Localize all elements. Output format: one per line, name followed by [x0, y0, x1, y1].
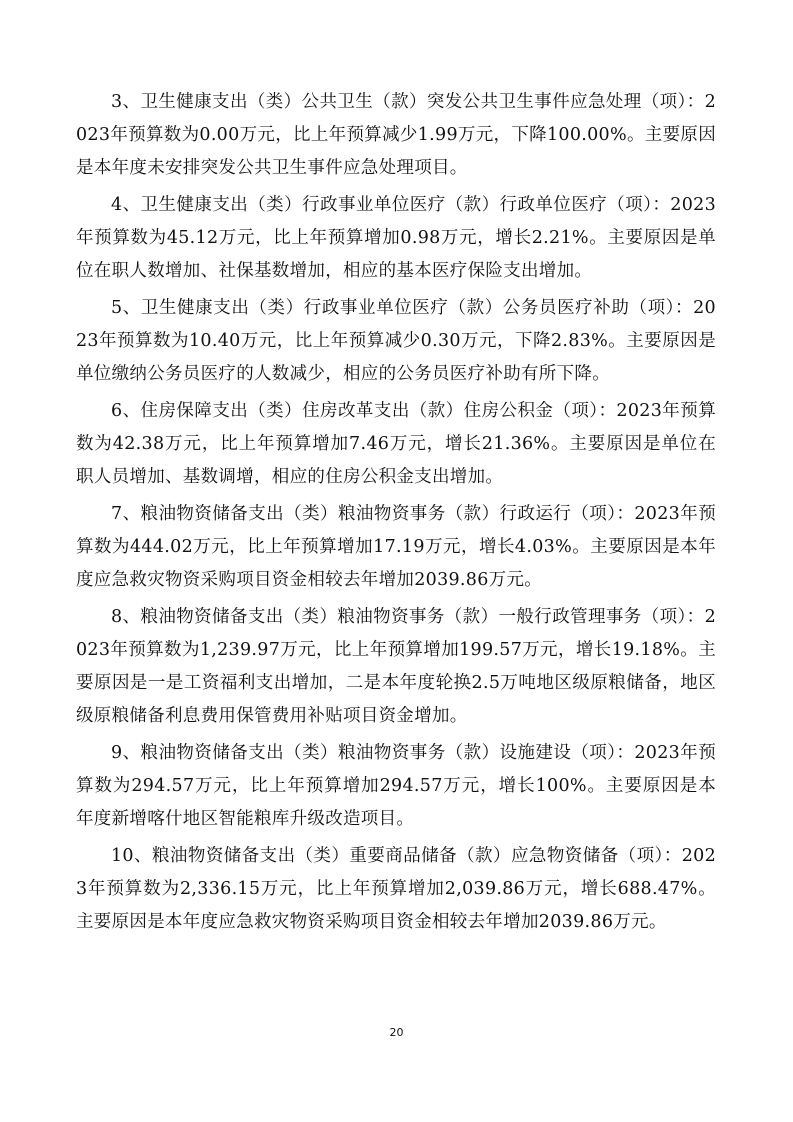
- paragraph-item-5: 5、卫生健康支出（类）行政事业单位医疗（款）公务员医疗补助（项）：2023年预算数为10.40万元，比上年预算减少0.30万元，下降2.83%。主要原因是单位缴纳公务员医疗的人数减少，相应的公务员医疗补助有所下降。: [76, 298, 716, 384]
- paragraph-item-3: 3、卫生健康支出（类）公共卫生（款）突发公共卫生事件应急处理（项）：2023年预算数为0.00万元，比上年预算减少1.99万元，下降100.00%。主要原因是本年度未安排突发公共卫生事件应急处理项目。: [76, 92, 716, 178]
- paragraph-item-6: 6、住房保障支出（类）住房改革支出（款）住房公积金（项）：2023年预算数为42.38万元，比上年预算增加7.46万元，增长21.36%。主要原因是单位在职人员增加、基数调增，相应的住房公积金支出增加。: [76, 401, 716, 487]
- paragraph-item-10: 10、粮油物资储备支出（类）重要商品储备（款）应急物资储备（项）：2023年预算数为2,336.15万元，比上年预算增加2,039.86万元，增长688.47%。主要原因是本年度应急救灾物资采购项目资金相较去年增加2039.86万元。: [76, 846, 716, 932]
- document-body: [76, 86, 716, 943]
- page-number: 20: [389, 1026, 404, 1039]
- paragraph-item-7: 7、粮油物资储备支出（类）粮油物资事务（款）行政运行（项）：2023年预算数为444.02万元，比上年预算增加17.19万元，增长4.03%。主要原因是本年度应急救灾物资采购项目资金相较去年增加2039.86万元。: [76, 504, 716, 590]
- paragraph-item-4: 4、卫生健康支出（类）行政事业单位医疗（款）行政单位医疗（项）：2023年预算数为45.12万元，比上年预算增加0.98万元，增长2.21%。主要原因是单位在职人数增加、社保基数增加，相应的基本医疗保险支出增加。: [76, 195, 716, 281]
- paragraph-item-9: 9、粮油物资储备支出（类）粮油物资事务（款）设施建设（项）：2023年预算数为294.57万元，比上年预算增加294.57万元，增长100%。主要原因是本年度新增喀什地区智能粮库升级改造项目。: [76, 743, 716, 829]
- paragraph-item-8: 8、粮油物资储备支出（类）粮油物资事务（款）一般行政管理事务（项）：2023年预算数为1,239.97万元，比上年预算增加199.57万元，增长19.18%。主要原因是一是工资福利支出增加，二是本年度轮换2.5万吨地区级原粮储备，地区级原粮储备利息费用保管费用补贴项目资金增加。: [76, 607, 716, 726]
